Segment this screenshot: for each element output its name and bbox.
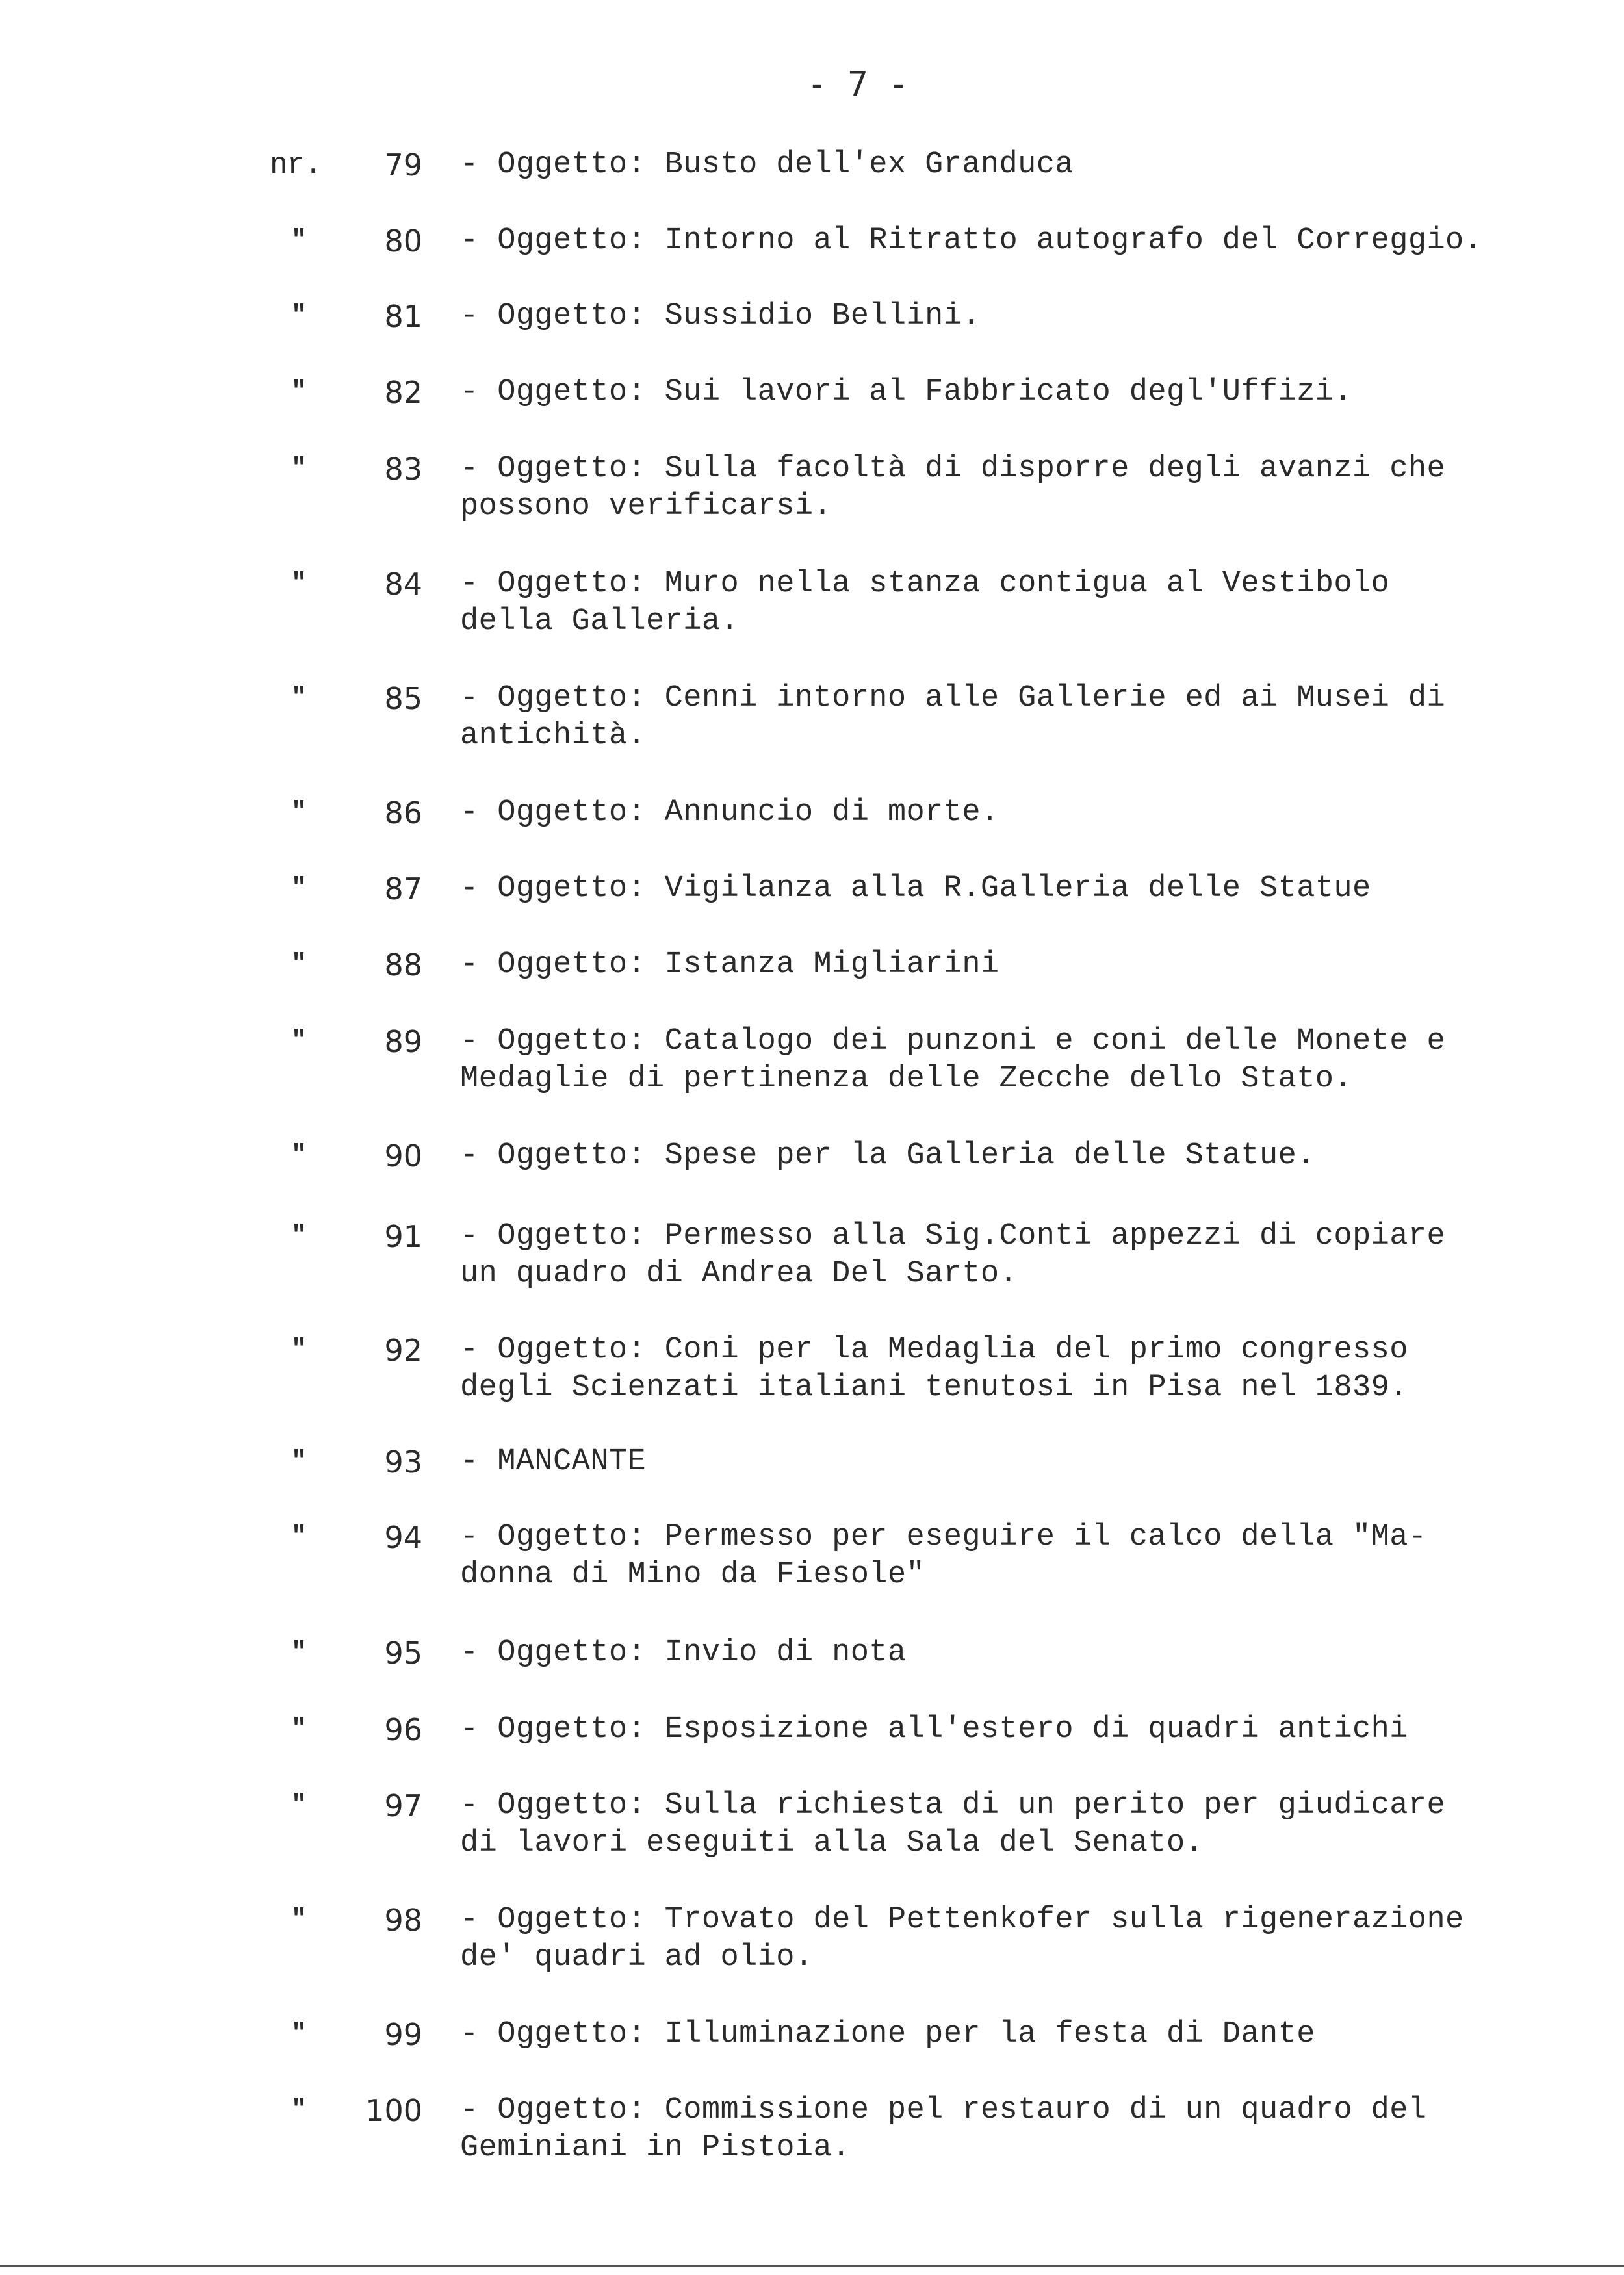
entry-text: - Oggetto: Sui lavori al Fabbricato degl'Uffizi. <box>460 375 1353 409</box>
entry-text: - Oggetto: Cenni intorno alle Gallerie ed ai Musei di antichità. <box>460 681 1446 753</box>
entry-number: 89 <box>384 1024 422 1059</box>
entry-text: - Oggetto: Coni per la Medaglia del primo congresso degli Scienzati italiani tenutosi in Pisa nel 1839. <box>460 1333 1408 1405</box>
entry-text: - Oggetto: Sulla facoltà di disporre degli avanzi che possono verificarsi. <box>460 452 1446 524</box>
entry-number: 85 <box>384 681 422 716</box>
entry-number: 83 <box>384 452 422 487</box>
entry-text: - Oggetto: Sussidio Bellini. <box>460 299 981 333</box>
entry-text: - Oggetto: Esposizione all'estero di quadri antichi <box>460 1712 1408 1747</box>
page-bottom-rule <box>0 2265 1624 2267</box>
entry-prefix: " <box>291 1447 307 1476</box>
entry-prefix: " <box>291 798 307 827</box>
entry-text: - Oggetto: Illuminazione per la festa di Dante <box>460 2017 1315 2051</box>
entry-number: 90 <box>384 1138 422 1174</box>
entry-number: 81 <box>384 299 422 334</box>
entry-number: 98 <box>384 1903 422 1938</box>
entry-number: 95 <box>384 1636 422 1671</box>
entry-text: - Oggetto: Sulla richiesta di un perito per giudicare di lavori eseguiti alla Sala del Senato. <box>460 1788 1446 1860</box>
entry-text: - Oggetto: Annuncio di morte. <box>460 795 999 830</box>
entry-text: - Oggetto: Muro nella stanza contigua al Vestibolo della Galleria. <box>460 567 1390 639</box>
entry-text: - MANCANTE <box>460 1445 647 1479</box>
entry-prefix: " <box>291 302 307 331</box>
entry-prefix: " <box>291 378 307 407</box>
entry-prefix: " <box>291 1335 307 1365</box>
entry-number: 87 <box>384 871 422 906</box>
entry-number: 92 <box>384 1333 422 1368</box>
entry-number: 79 <box>384 148 422 183</box>
entry-text: - Oggetto: Invio di nota <box>460 1636 907 1670</box>
entry-text: - Oggetto: Intorno al Ritratto autografo del Correggio. <box>460 224 1483 258</box>
entry-text: - Oggetto: Vigilanza alla R.Galleria delle Statue <box>460 871 1371 906</box>
entry-prefix: " <box>291 1638 307 1667</box>
entry-text: - Oggetto: Busto dell'ex Granduca <box>460 148 1074 182</box>
entry-number: 86 <box>384 795 422 830</box>
entry-text: - Oggetto: Trovato del Pettenkofer sulla rigenerazione de' quadri ad olio. <box>460 1903 1464 1975</box>
entry-prefix: " <box>291 1222 307 1251</box>
entry-prefix: " <box>291 454 307 483</box>
entry-number: 84 <box>384 567 422 602</box>
entry-text: - Oggetto: Istanza Migliarini <box>460 947 999 982</box>
entry-number: 80 <box>384 224 422 259</box>
entry-prefix: " <box>291 950 307 979</box>
entry-prefix: " <box>291 569 307 598</box>
entry-number: 94 <box>384 1520 422 1555</box>
entry-number: 91 <box>384 1219 422 1254</box>
entry-prefix: " <box>291 1141 307 1170</box>
entry-prefix: " <box>291 2020 307 2049</box>
entry-prefix: " <box>291 684 307 713</box>
entry-text: - Oggetto: Commissione pel restauro di un quadro del Geminiani in Pistoia. <box>460 2093 1427 2165</box>
entry-prefix: " <box>291 1027 307 1056</box>
entry-number: 96 <box>384 1712 422 1747</box>
entry-number: 82 <box>384 375 422 410</box>
entry-prefix: " <box>291 1715 307 1744</box>
entry-text: - Oggetto: Catalogo dei punzoni e coni delle Monete e Medaglie di pertinenza delle Zecche dello Stato. <box>460 1024 1446 1096</box>
entry-text: - Oggetto: Spese per la Galleria delle Statue. <box>460 1138 1315 1173</box>
entry-number: 93 <box>384 1445 422 1480</box>
entry-prefix: " <box>291 1905 307 1934</box>
entry-number: 88 <box>384 947 422 983</box>
entry-prefix: " <box>291 226 307 255</box>
entry-prefix: " <box>291 2096 307 2125</box>
entry-prefix: " <box>291 1791 307 1820</box>
entry-number: 100 <box>365 2093 422 2128</box>
page-number: - 7 - <box>806 65 909 104</box>
entry-text: - Oggetto: Permesso alla Sig.Conti appezzi di copiare un quadro di Andrea Del Sarto. <box>460 1219 1446 1291</box>
entry-number: 97 <box>384 1788 422 1823</box>
entry-text: - Oggetto: Permesso per eseguire il calco della "Ma- donna di Mino da Fiesole" <box>460 1520 1427 1592</box>
entry-prefix: " <box>291 1523 307 1552</box>
entry-prefix: " <box>291 874 307 903</box>
entry-prefix: nr. <box>270 148 322 182</box>
entry-number: 99 <box>384 2017 422 2052</box>
